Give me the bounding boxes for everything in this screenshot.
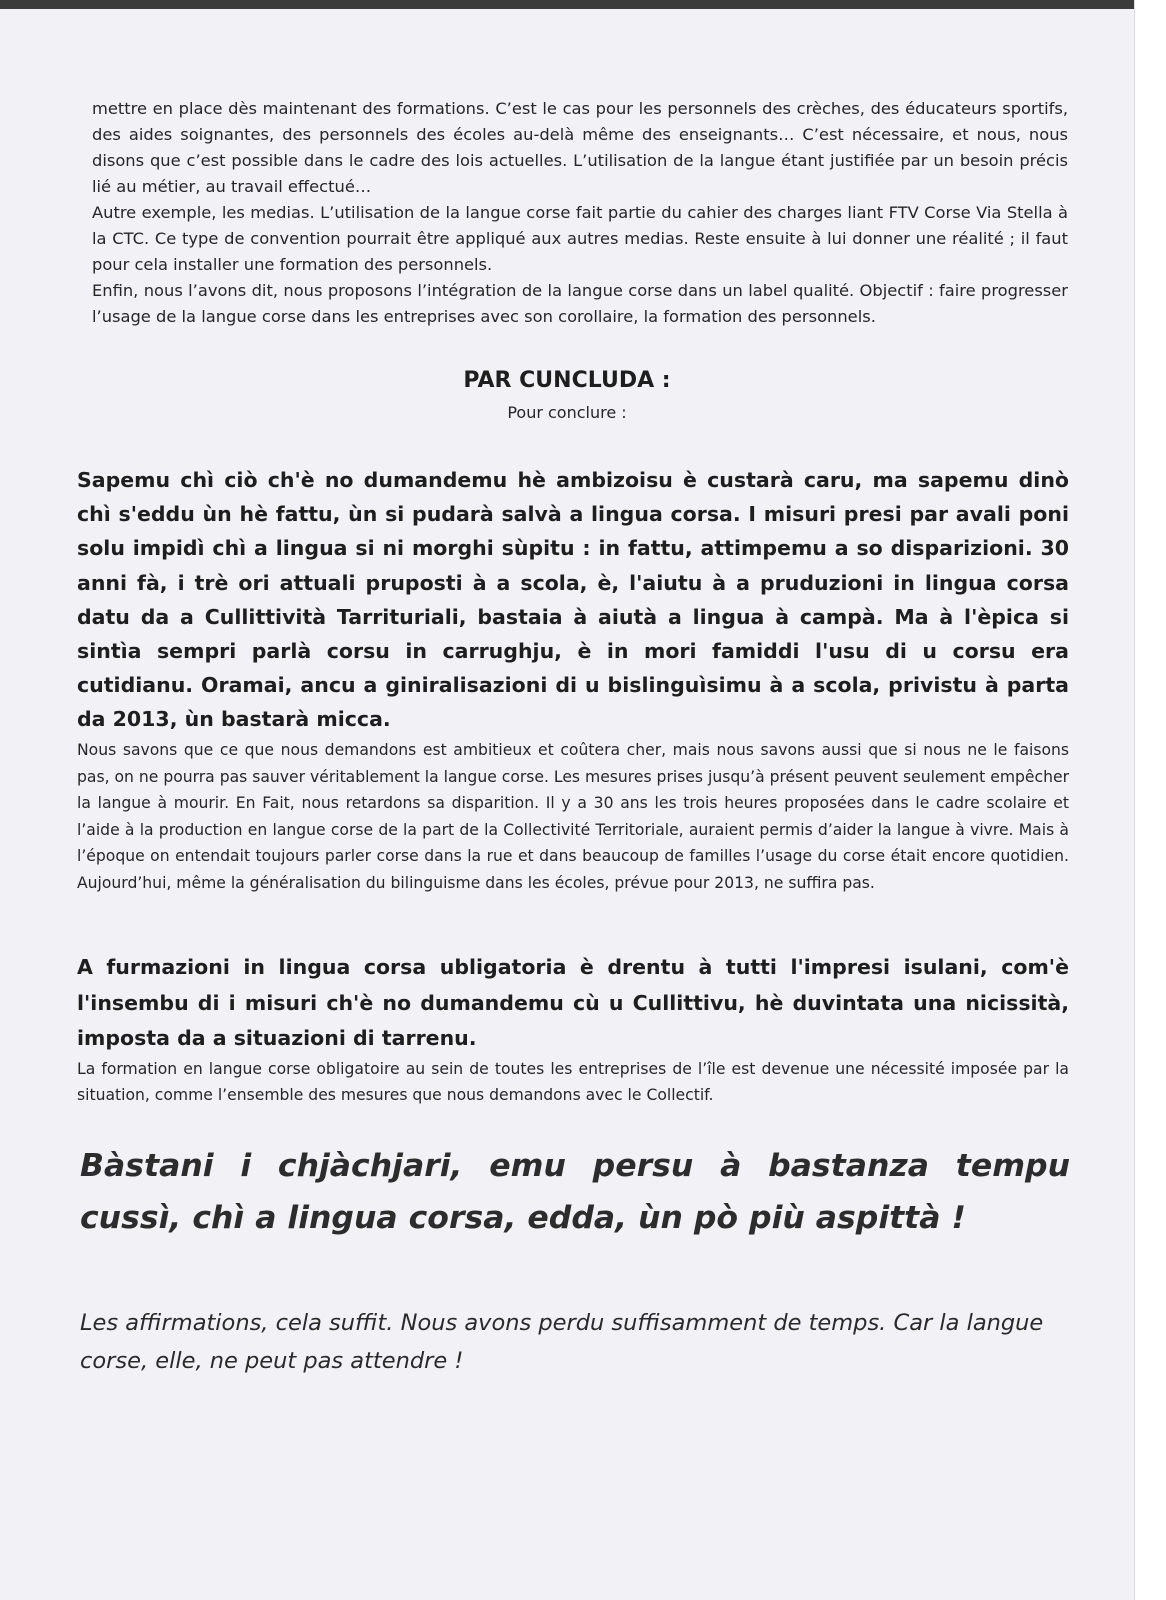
conclusion-subtitle: Pour conclure :	[507, 403, 627, 422]
intro-paragraph-label-qualite: Enfin, nous l’avons dit, nous proposons l’intégration de la langue corse dans un label qualité. Objectif : faire progresser l’usage de la langue corse dans les entreprises avec son corollaire, la formation des personnels.	[92, 281, 1068, 326]
intro-section	[92, 96, 1068, 330]
conclusion-title: PAR CUNCLUDA :	[463, 368, 671, 393]
scan-right-edge	[1134, 0, 1166, 1600]
intro-paragraph-formations: mettre en place dès maintenant des formations. C’est le cas pour les personnels des crèches, des éducateurs sportifs, des aides soignantes, des personnels des écoles au-delà même des enseignants… C’est nécessaire, et nous, nous disons que c’est possible dans le cadre des lois actuelles. L’utilisation de la langue étant justifiée par un besoin précis lié au métier, au travail effectué…	[92, 99, 1068, 196]
paragraph-2-french: La formation en langue corse obligatoire au sein de toutes les entreprises de l’île est devenue une nécessité imposée par la situation, comme l’ensemble des mesures que nous demandons avec le Collectif.	[77, 1060, 1069, 1104]
paragraph-1-french: Nous savons que ce que nous demandons est ambitieux et coûtera cher, mais nous savons aussi que si nous ne le faisons pas, on ne pourra pas sauver véritablement la langue corse. Les mesures prises jusqu’à présent peuvent seulement empêcher la langue à mourir. En Fait, nous retardons sa disparition. Il y a 30 ans les trois heures proposées dans le cadre scolaire et l’aide à la production en langue corse de la part de la Collectivité Territoriale, auraient permis d’aider la langue à vivre. Mais à l’époque on entendait toujours parler corse dans la rue et dans beaucoup de familles l’usage du corse était encore quotidien. Aujourd’hui, même la généralisation du bilinguisme dans les écoles, prévue pour 2013, ne suffira pas.	[77, 741, 1069, 892]
scan-top-edge	[0, 0, 1134, 9]
paragraph-2-corsican: A furmazioni in lingua corsa ubligatoria è drentu à tutti l'impresi isulani, com'è l'insembu di i misuri ch'è no dumandemu cù u Cullittivu, hè duvintata una nicissità, imposta da a situazioni di tarrenu.	[77, 955, 1069, 1050]
intro-paragraph-medias: Autre exemple, les medias. L’utilisation de la langue corse fait partie du cahier des charges liant FTV Corse Via Stella à la CTC. Ce type de convention pourrait être appliqué aux autres medias. Reste ensuite à lui donner une réalité ; il faut pour cela installer une formation des personnels.	[92, 203, 1068, 274]
slogan-french: Les affirmations, cela suffit. Nous avons perdu suffisamment de temps. Car la langue corse, elle, ne peut pas attendre !	[80, 1310, 1044, 1374]
slogan-corsican: Bàstani i chjàchjari, emu persu à bastanza tempu cussì, chì a lingua corsa, edda, ùn pò più aspittà !	[80, 1148, 1070, 1236]
paragraph-1-corsican: Sapemu chì ciò ch'è no dumandemu hè ambizoisu è custarà caru, ma sapemu dinò chì s'eddu ùn hè fattu, ùn si pudarà salvà a lingua corsa. I misuri presi par avali poni solu impidì chì a lingua si ni morghi sùpitu : in fattu, attimpemu a so disparizioni. 30 anni fà, i trè ori attuali pruposti à a scola, è, l'aiutu à a pruduzioni in lingua corsa datu da a Cullittività Tarrituriali, bastaia à aiutà a lingua à campà. Ma à l'èpica si sintìa sempri parlà corsu in carrughju, è in mori famiddi l'usu di u corsu era cutidianu. Oramai, ancu a giniralisazioni di u bislinguìsimu à a scola, privistu à parta da 2013, ùn bastarà micca.	[77, 468, 1069, 732]
